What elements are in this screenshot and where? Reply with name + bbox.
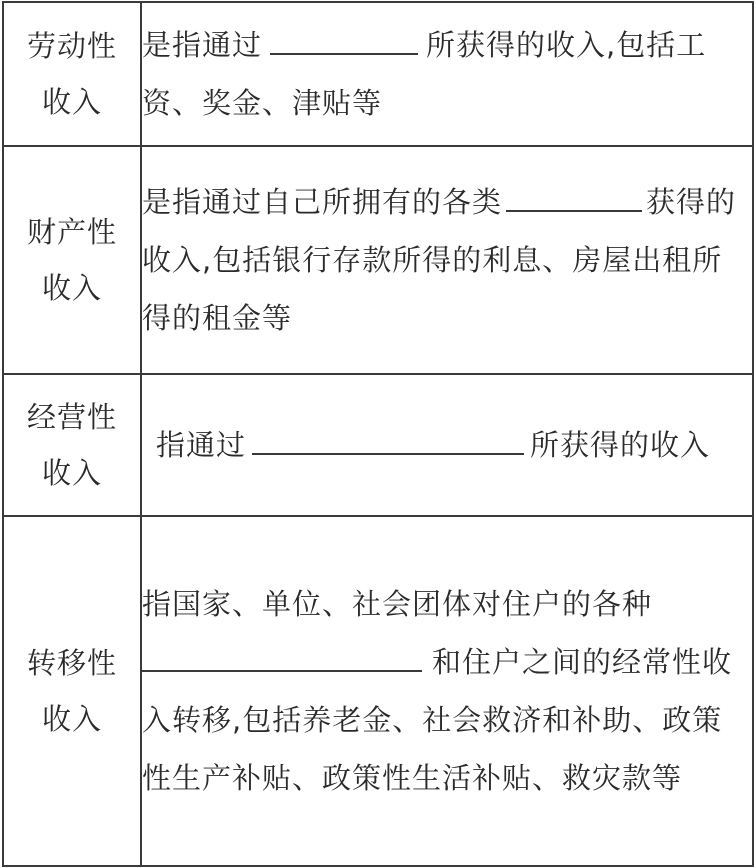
description-text-part-1: 是指通过自己所拥有的各类 [142,185,503,219]
row-label-line-1: 财产性 [26,215,117,249]
description-text-part-2: 和住户之间的经常性收入转移,包括养老金、社会救济和补助、政策性生产补贴、政策性生活补贴、救灾款等 [142,645,733,795]
row-label [3,2,141,146]
fill-in-blank[interactable] [252,423,524,455]
row-label-line-1: 经营性 [26,400,117,434]
row-label-line-1: 转移性 [26,646,117,680]
row-description [141,146,753,374]
description-text-part-1: 指国家、单位、社会团体对住户的各种 [142,587,653,621]
row-label-line-2: 收入 [41,702,102,736]
fill-in-blank[interactable] [506,180,642,212]
description-text-part-2: 所获得的收入 [530,428,711,462]
income-type-table [2,1,754,867]
row-label [3,374,141,516]
row-description [141,2,753,146]
description-text-part-2: 所获得的收入,包括工资、奖金、津贴等 [142,28,707,120]
table-row-labor-income [3,2,753,146]
description-text-part-1: 是指通过 [142,28,263,62]
row-description [141,374,753,516]
row-label-line-2: 收入 [41,456,102,490]
row-label-line-2: 收入 [41,85,102,119]
description-text-part-1: 指通过 [156,428,247,462]
table-row-property-income [3,146,753,374]
fill-in-blank[interactable] [142,640,422,672]
table-row-business-income [3,374,753,516]
row-description [141,516,753,866]
table-row-transfer-income [3,516,753,866]
row-label [3,146,141,374]
row-label-line-2: 收入 [41,271,102,305]
fill-in-blank[interactable] [270,23,418,55]
description-text-part-2: 获得的收入,包括银行存款所得的利息、房屋出租所得的租金等 [142,185,737,335]
row-label-line-1: 劳动性 [26,29,117,63]
row-label [3,516,141,866]
